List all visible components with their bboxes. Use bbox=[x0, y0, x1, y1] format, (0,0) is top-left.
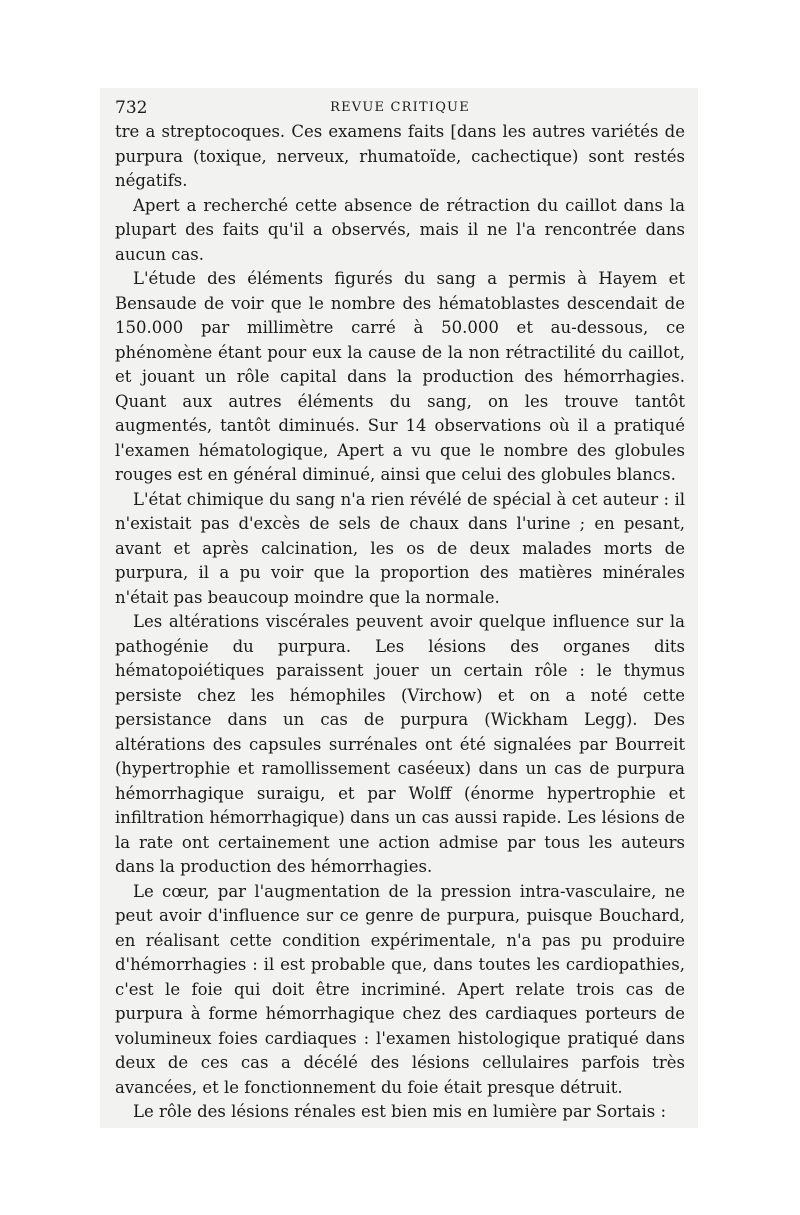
paragraph: L'état chimique du sang n'a rien révélé de spécial à cet auteur : il n'existait pas d'excès de sels de chaux dans l'urine ; en pesant, avant et après calcination, les os de deux malades morts de purpura, il a pu voir que la proportion des matières minérales n'était pas beaucoup moindre que la normale. bbox=[115, 489, 685, 607]
paragraph: Le rôle des lésions rénales est bien mis en lumière par Sortais : bbox=[133, 1102, 667, 1121]
paragraph: Le cœur, par l'augmentation de la pression intra-vasculaire, ne peut avoir d'influence sur ce genre de purpura, puisque Bouchard, en réalisant cette condition expérimentale, n'a pas pu produire d'hémorrhagies : il est probable que, dans toutes les cardiopathies, c'est le foie qui doit être incriminé. Apert relate trois cas de purpura à forme hémorrhagique chez des cardiaques porteurs de volumineux foies cardiaques : l'examen histologique pratiqué dans deux de ces cas a décélé des lésions cellulaires parfois très avancées, et le fonctionnement du foie était presque détruit. bbox=[115, 881, 685, 1097]
paragraph: Les altérations viscérales peuvent avoir quelque influence sur la pathogénie du purpura. Les lésions des organes dits hématopoiétiques paraissent jouer un certain rôle : le thymus persiste chez les hémophiles (Virchow) et on a noté cette persistance dans un cas de purpura (Wickham Legg). Des altérations des capsules surrénales ont été signalées par Bourreit (hypertrophie et ramollissement caséeux) dans un cas de purpura hémorrhagique suraigu, et par Wolff (énorme hypertrophie et infiltration hémorrhagique) dans un cas aussi rapide. Les lésions de la rate ont certainement une action admise par tous les auteurs dans la production des hémorrhagies. bbox=[115, 612, 685, 876]
running-title: REVUE CRITIQUE bbox=[330, 100, 470, 115]
paragraph: Apert a recherché cette absence de rétraction du caillot dans la plupart des faits qu'il a observés, mais il ne l'a rencontrée dans aucun cas. bbox=[115, 195, 685, 264]
paragraph: L'étude des éléments figurés du sang a permis à Hayem et Bensaude de voir que le nombre des hématoblastes descendait de 150.000 par millimètre carré à 50.000 et au-dessous, ce phénomène étant pour eux la cause de la non rétractilité du caillot, et jouant un rôle capital dans la production des hémorrhagies. Quant aux autres éléments du sang, on les trouve tantôt augmentés, tantôt diminués. Sur 14 observations où il a pratiqué l'examen hématologique, Apert a vu que le nombre des globules rouges est en général diminué, ainsi que celui des globules blancs. bbox=[115, 269, 685, 484]
paragraph: tre a streptocoques. Ces examens faits [dans les autres variétés de purpura (toxique, nerveux, rhumatoïde, cachectique) sont restés négatifs. bbox=[115, 122, 685, 190]
page-number: 732 bbox=[115, 98, 148, 118]
page-text-block bbox=[115, 96, 685, 1125]
running-head bbox=[115, 96, 685, 120]
